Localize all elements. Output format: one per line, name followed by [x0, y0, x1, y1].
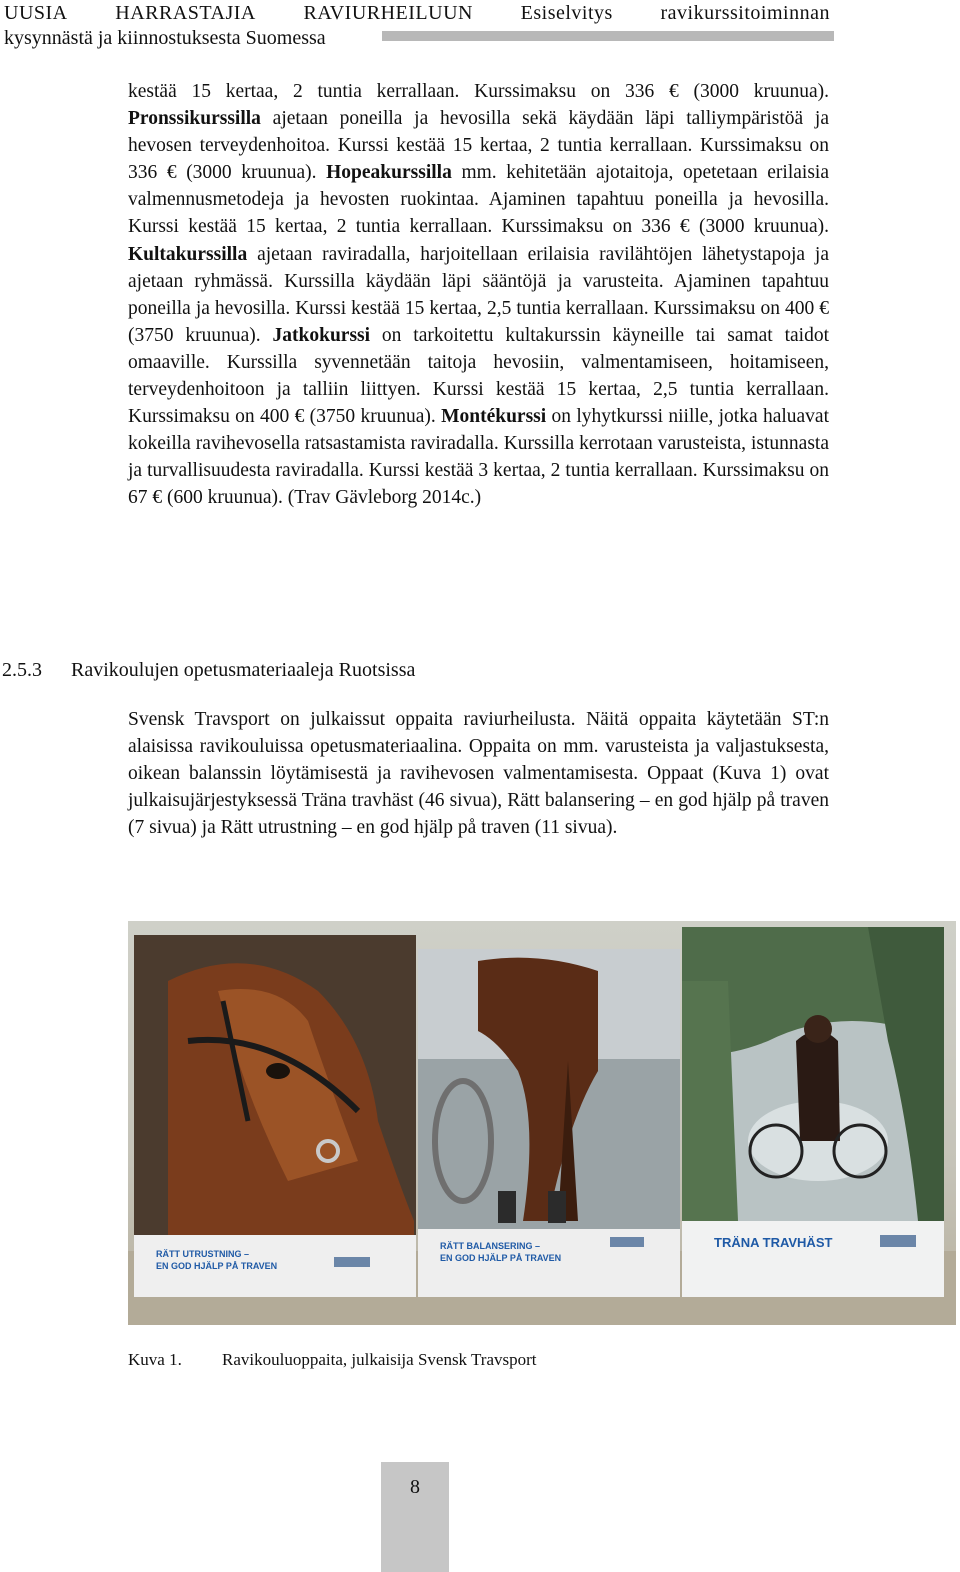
book-ratt-balansering: [418, 949, 680, 1297]
header-subtitle: kysynnästä ja kiinnostuksesta Suomessa: [4, 27, 326, 49]
bold-term: Hopeakurssilla: [326, 162, 452, 184]
book-title-line: RÄTT UTRUSTNING –: [156, 1249, 249, 1259]
text-run: on lyhytkurssi niille, jotka haluavat kokeilla ravihevosella ratsastamista raviradalla. Kurssilla kerrotaan varusteista, istunnasta ja turvallisuudesta raviradalla. Kurssi kestää 3 kertaa, 2 tuntia kerrallaan. Kurssimaksu on 67 € (600 kruunua). (Trav Gävleborg 2014c.): [128, 406, 830, 509]
bold-term: Jatkokurssi: [272, 324, 371, 346]
book-title-line: EN GOD HJÄLP PÅ TRAVEN: [156, 1261, 278, 1271]
materials-paragraph: Svensk Travsport on julkaissut oppaita raviurheilusta. Näitä oppaita käytetään ST:n alaisissa ravikouluissa opetusmateriaalina. Oppaita on mm. varusteista ja valjastuksesta, oikean balanssin löytämisestä ja ravihevosen valmentamisesta. Oppaat (Kuva 1) ovat julkaisujärjestyksessä Träna travhäst (46 sivua), Rätt balansering – en god hjälp på traven (7 sivua) ja Rätt utrustning – en god hjälp på traven (11 sivua).: [128, 709, 829, 839]
page-header: [4, 0, 956, 54]
page-number-box: [381, 1462, 449, 1572]
section-number: 2.5.3: [2, 659, 42, 681]
header-rule: [382, 31, 834, 41]
guidebooks-photo: [128, 921, 956, 1325]
text-run: ajetaan poneilla ja hevosilla sekä käydään läpi talliympäristöä ja hevosen terveydenhoitoa. Kurssi kestää 15 kertaa, 2 tuntia kerrallaan. Kurssimaksu on 336 € (3000 kruunua).: [128, 108, 829, 184]
text-run: ajetaan raviradalla, harjoitellaan erilaisia ravilähtöjen lähetystapoja ja ajetaan ryhmässä. Kurssilla käydään läpi sääntöjä ja varusteita. Ajaminen tapahtuu poneilla ja hevosilla. Kurssi kestää 15 kertaa, 2,5 tuntia kerrallaan. Kurssimaksu on 400 € (3750 kruunua).: [128, 243, 829, 346]
header-word: UUSIA: [4, 2, 68, 24]
book-title-line: RÄTT BALANSERING –: [440, 1241, 541, 1251]
course-description-paragraph: [128, 78, 829, 512]
book-trana-travhast: [682, 927, 944, 1297]
book-title-line: EN GOD HJÄLP PÅ TRAVEN: [440, 1253, 562, 1263]
book-title-line: TRÄNA TRAVHÄST: [714, 1235, 833, 1250]
text-run: kestää 15 kertaa, 2 tuntia kerrallaan. Kurssimaksu on 336 € (3000 kruunua).: [128, 81, 829, 102]
page-number: 8: [410, 1476, 420, 1498]
figure-caption: [128, 1348, 537, 1372]
caption-label: Kuva 1.: [128, 1350, 182, 1369]
bold-term: Pronssikurssilla: [128, 108, 261, 130]
guidebooks-illustration: [128, 921, 956, 1325]
text-run: mm. kehitetään ajotaitoja, opetetaan erilaisia valmennusmetodeja ja hevosten ruokintaa. Ajaminen tapahtuu poneilla ja hevosilla. Kurssi kestää 15 kertaa, 2 tuntia kerrallaan. Kurssimaksu on 336 € (3000 kruunua).: [128, 162, 829, 238]
bold-term: Kultakurssilla: [128, 243, 248, 265]
caption-text: Ravikouluoppaita, julkaisija Svensk Travsport: [222, 1350, 537, 1369]
header-word: RAVIURHEILUUN: [303, 2, 473, 24]
header-word: Esiselvitys: [520, 2, 613, 24]
bold-term: Montékurssi: [441, 406, 547, 428]
section-heading: [2, 656, 415, 684]
book-ratt-utrustning: [134, 935, 416, 1297]
section-title: Ravikoulujen opetusmateriaaleja Ruotsissa: [71, 659, 416, 681]
text-run: on tarkoitettu kultakurssin käyneille tai samat taidot omaaville. Kurssilla syvennetään taitoja hevosiin, valmentamiseen, hoitamiseen, terveydenhoitoon ja talliin liittyen. Kurssi kestää 15 kertaa, 2,5 tuntia kerrallaan. Kurssimaksu on 400 € (3750 kruunua).: [128, 324, 829, 428]
header-word: ravikurssitoiminnan: [660, 2, 830, 24]
header-word: HARRASTAJIA: [115, 2, 256, 24]
header-title-line: [4, 0, 830, 26]
